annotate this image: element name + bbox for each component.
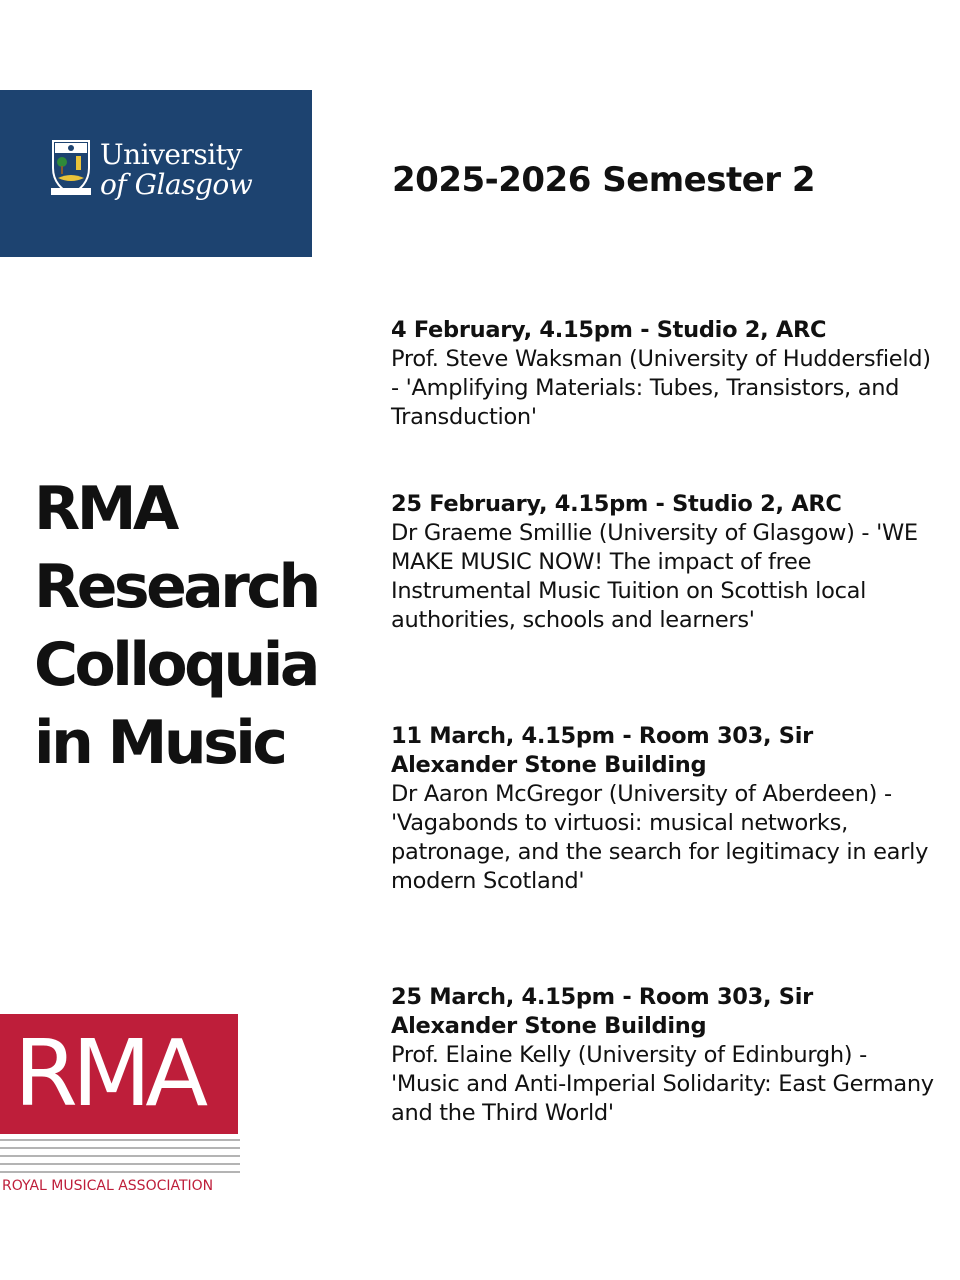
university-crest-icon — [50, 138, 92, 196]
semester-heading: 2025-2026 Semester 2 — [392, 160, 816, 200]
event-date-location: 4 February, 4.15pm - Studio 2, ARC — [391, 317, 827, 343]
event-item — [391, 722, 941, 896]
title-line-4: in Music — [34, 708, 285, 778]
event-date-location: 25 March, 4.15pm - Room 303, Sir Alexander Stone Building — [391, 984, 813, 1039]
title-line-3: Colloquia — [34, 630, 317, 700]
title-line-1: RMA — [34, 474, 176, 544]
event-date-location: 25 February, 4.15pm - Studio 2, ARC — [391, 491, 842, 517]
university-wordmark-line2: of Glasgow — [100, 168, 253, 201]
event-description: Dr Graeme Smillie (University of Glasgow) - 'WE MAKE MUSIC NOW! The impact of free Instrumental Music Tuition on Scottish local authorities, schools and learners' — [391, 520, 918, 633]
event-description: Prof. Steve Waksman (University of Huddersfield) - 'Amplifying Materials: Tubes, Transistors, and Transduction' — [391, 346, 931, 430]
event-item — [391, 983, 941, 1128]
music-staff-lines-icon — [0, 1138, 240, 1174]
university-of-glasgow-logo — [0, 90, 312, 257]
title-line-2: Research — [34, 552, 318, 622]
page-title — [34, 470, 364, 782]
rma-logo-caption: ROYAL MUSICAL ASSOCIATION — [2, 1178, 214, 1194]
rma-logo — [0, 1014, 238, 1134]
event-item — [391, 490, 941, 635]
university-wordmark-line1: University — [100, 138, 242, 171]
event-description: Dr Aaron McGregor (University of Aberdeen) - 'Vagabonds to virtuosi: musical networks, patronage, and the search for legitimacy in early modern Scotland' — [391, 781, 929, 894]
event-description: Prof. Elaine Kelly (University of Edinburgh) - 'Music and Anti-Imperial Solidarity: East Germany and the Third World' — [391, 1042, 934, 1126]
event-item — [391, 316, 941, 432]
rma-logo-letters: RMA — [14, 1020, 203, 1127]
event-date-location: 11 March, 4.15pm - Room 303, Sir Alexander Stone Building — [391, 723, 813, 778]
